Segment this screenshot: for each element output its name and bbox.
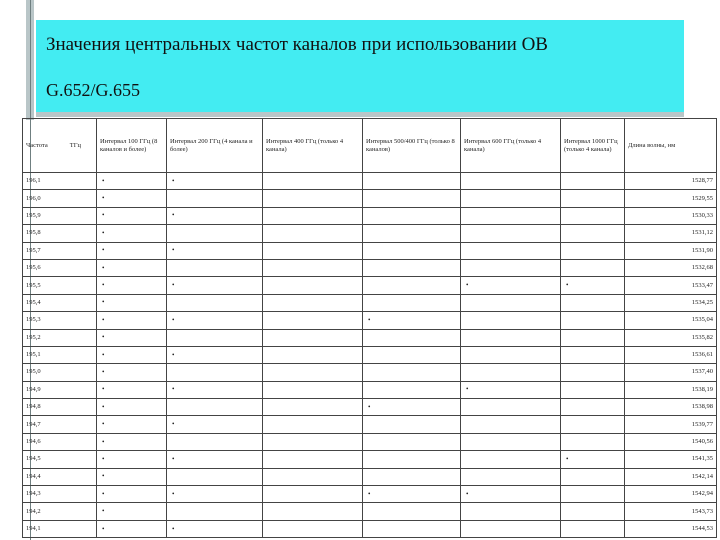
channel-cell <box>561 207 625 224</box>
channel-cell <box>561 399 625 416</box>
channel-mark-icon: • <box>566 281 569 290</box>
table-row <box>23 468 717 485</box>
table-row <box>23 207 717 224</box>
channel-cell <box>461 259 561 276</box>
header-200ghz: Интервал 200 ГГц (4 канала и более) <box>167 119 263 173</box>
wavelength-cell: 1532,68 <box>625 259 717 276</box>
channel-cell <box>263 503 363 520</box>
wavelength-cell: 1535,82 <box>625 329 717 346</box>
channel-cell <box>561 173 625 190</box>
channel-cell <box>363 346 461 363</box>
channel-cell <box>167 225 263 242</box>
channel-cell <box>461 294 561 311</box>
table-row <box>23 364 717 381</box>
channel-cell <box>461 451 561 468</box>
table-body <box>23 173 717 538</box>
wavelength-cell: 1528,77 <box>625 173 717 190</box>
frequency-cell: 195,8 <box>23 225 97 242</box>
channel-cell <box>167 259 263 276</box>
table-row <box>23 520 717 537</box>
channel-cell <box>561 433 625 450</box>
channel-mark-icon: • <box>102 228 105 237</box>
channel-cell <box>561 225 625 242</box>
channel-cell <box>363 225 461 242</box>
channel-cell <box>97 190 167 207</box>
channel-mark-icon: • <box>566 454 569 463</box>
table-header-row <box>23 119 717 173</box>
channel-mark-icon: • <box>172 246 175 255</box>
header-wavelength: Длина волны, нм <box>625 119 717 173</box>
frequency-cell: 196,1 <box>23 173 97 190</box>
channel-cell <box>167 242 263 259</box>
frequency-cell: 195,4 <box>23 294 97 311</box>
channel-cell <box>363 468 461 485</box>
frequency-cell: 195,9 <box>23 207 97 224</box>
channel-cell <box>263 381 363 398</box>
channel-cell <box>561 364 625 381</box>
channel-cell <box>263 364 363 381</box>
channel-mark-icon: • <box>102 315 105 324</box>
channel-cell <box>561 451 625 468</box>
channel-cell <box>363 312 461 329</box>
channel-cell <box>263 451 363 468</box>
channel-cell <box>363 190 461 207</box>
header-frequency-label: Частота <box>26 141 48 149</box>
channel-mark-icon: • <box>102 385 105 394</box>
channel-cell <box>97 277 167 294</box>
frequency-cell: 194,4 <box>23 468 97 485</box>
channel-cell <box>167 381 263 398</box>
header-frequency <box>23 119 97 173</box>
title-box <box>36 20 684 112</box>
channel-mark-icon: • <box>172 524 175 533</box>
channel-cell <box>561 381 625 398</box>
channel-cell <box>461 520 561 537</box>
channel-cell <box>461 277 561 294</box>
channel-cell <box>363 329 461 346</box>
channel-cell <box>461 225 561 242</box>
wavelength-cell: 1542,94 <box>625 486 717 503</box>
wavelength-cell: 1536,61 <box>625 346 717 363</box>
channel-cell <box>167 468 263 485</box>
channel-mark-icon: • <box>102 402 105 411</box>
channel-cell <box>363 381 461 398</box>
channel-mark-icon: • <box>172 211 175 220</box>
channel-mark-icon: • <box>102 437 105 446</box>
channel-mark-icon: • <box>102 507 105 516</box>
channel-mark-icon: • <box>102 333 105 342</box>
frequency-cell: 194,8 <box>23 399 97 416</box>
channel-cell <box>97 416 167 433</box>
table-row <box>23 190 717 207</box>
title-underline <box>36 112 684 117</box>
channel-mark-icon: • <box>172 489 175 498</box>
channel-cell <box>97 259 167 276</box>
table-row <box>23 399 717 416</box>
table-row <box>23 242 717 259</box>
frequency-cell: 195,1 <box>23 346 97 363</box>
channel-cell <box>167 173 263 190</box>
table-row <box>23 173 717 190</box>
frequency-cell: 194,9 <box>23 381 97 398</box>
header-100ghz: Интервал 100 ГГц (8 каналов и более) <box>97 119 167 173</box>
channel-cell <box>97 225 167 242</box>
channel-cell <box>97 242 167 259</box>
wavelength-cell: 1530,33 <box>625 207 717 224</box>
channel-cell <box>461 346 561 363</box>
wavelength-cell: 1529,55 <box>625 190 717 207</box>
wavelength-cell: 1539,77 <box>625 416 717 433</box>
channel-mark-icon: • <box>102 420 105 429</box>
wavelength-cell: 1542,14 <box>625 468 717 485</box>
channel-cell <box>461 173 561 190</box>
table-row <box>23 312 717 329</box>
channel-cell <box>561 520 625 537</box>
channel-mark-icon: • <box>172 420 175 429</box>
channel-cell <box>263 433 363 450</box>
channel-mark-icon: • <box>172 454 175 463</box>
table-row <box>23 381 717 398</box>
frequency-cell: 194,1 <box>23 520 97 537</box>
frequency-cell: 194,2 <box>23 503 97 520</box>
channel-cell <box>561 416 625 433</box>
table-row <box>23 259 717 276</box>
channel-mark-icon: • <box>102 263 105 272</box>
wavelength-cell: 1534,25 <box>625 294 717 311</box>
channel-cell <box>167 364 263 381</box>
channel-cell <box>263 399 363 416</box>
channel-cell <box>461 486 561 503</box>
channel-cell <box>461 381 561 398</box>
frequency-cell: 195,6 <box>23 259 97 276</box>
frequency-cell: 196,0 <box>23 190 97 207</box>
channel-mark-icon: • <box>102 489 105 498</box>
channel-cell <box>97 399 167 416</box>
channel-cell <box>263 346 363 363</box>
channel-cell <box>97 173 167 190</box>
channel-cell <box>363 451 461 468</box>
table-row <box>23 277 717 294</box>
frequency-cell: 195,2 <box>23 329 97 346</box>
frequency-cell: 195,7 <box>23 242 97 259</box>
channel-cell <box>461 468 561 485</box>
channel-cell <box>167 503 263 520</box>
channel-cell <box>363 277 461 294</box>
channel-cell <box>363 173 461 190</box>
channel-cell <box>461 207 561 224</box>
header-frequency-unit: ТГц <box>69 141 81 149</box>
channel-cell <box>561 346 625 363</box>
channel-cell <box>167 486 263 503</box>
wavelength-cell: 1533,47 <box>625 277 717 294</box>
channel-cell <box>461 416 561 433</box>
channel-cell <box>97 381 167 398</box>
channel-cell <box>263 520 363 537</box>
channel-cell <box>561 259 625 276</box>
channel-cell <box>363 207 461 224</box>
table-row <box>23 451 717 468</box>
channel-cell <box>363 364 461 381</box>
channel-cell <box>97 207 167 224</box>
channel-cell <box>263 468 363 485</box>
channel-cell <box>363 294 461 311</box>
channel-cell <box>263 225 363 242</box>
channel-cell <box>561 329 625 346</box>
channel-cell <box>561 294 625 311</box>
channel-mark-icon: • <box>368 315 371 324</box>
channel-cell <box>561 242 625 259</box>
channel-cell <box>263 312 363 329</box>
frequency-cell: 194,7 <box>23 416 97 433</box>
channel-mark-icon: • <box>368 489 371 498</box>
channel-cell <box>461 503 561 520</box>
channel-mark-icon: • <box>466 281 469 290</box>
channel-cell <box>97 451 167 468</box>
channel-cell <box>167 346 263 363</box>
header-400ghz: Интервал 400 ГГц (только 4 канала) <box>263 119 363 173</box>
table-row <box>23 294 717 311</box>
channel-cell <box>97 486 167 503</box>
header-500-400ghz: Интервал 500/400 ГГц (только 8 каналов) <box>363 119 461 173</box>
channel-cell <box>561 468 625 485</box>
channel-cell <box>363 486 461 503</box>
channel-cell <box>363 433 461 450</box>
frequency-cell: 194,6 <box>23 433 97 450</box>
channel-cell <box>263 486 363 503</box>
wavelength-cell: 1543,73 <box>625 503 717 520</box>
table-row <box>23 346 717 363</box>
table-row <box>23 329 717 346</box>
channel-cell <box>561 312 625 329</box>
channel-cell <box>461 433 561 450</box>
wavelength-cell: 1540,56 <box>625 433 717 450</box>
channel-cell <box>97 364 167 381</box>
channel-cell <box>167 416 263 433</box>
channel-cell <box>363 503 461 520</box>
channel-mark-icon: • <box>102 176 105 185</box>
header-1000ghz: Интервал 1000 ГГц (только 4 канала) <box>561 119 625 173</box>
channel-cell <box>363 416 461 433</box>
frequency-cell: 195,5 <box>23 277 97 294</box>
channel-mark-icon: • <box>102 524 105 533</box>
channel-cell <box>97 520 167 537</box>
frequency-cell: 194,3 <box>23 486 97 503</box>
wavelength-cell: 1538,98 <box>625 399 717 416</box>
channel-cell <box>167 277 263 294</box>
channel-mark-icon: • <box>466 385 469 394</box>
channel-mark-icon: • <box>172 176 175 185</box>
channel-cell <box>263 277 363 294</box>
channel-cell <box>561 277 625 294</box>
channel-cell <box>263 329 363 346</box>
channel-mark-icon: • <box>172 350 175 359</box>
table-row <box>23 416 717 433</box>
channel-mark-icon: • <box>102 281 105 290</box>
channel-cell <box>363 242 461 259</box>
wavelength-cell: 1531,90 <box>625 242 717 259</box>
channel-cell <box>561 503 625 520</box>
frequency-cell: 195,3 <box>23 312 97 329</box>
channel-cell <box>561 486 625 503</box>
wavelength-cell: 1531,12 <box>625 225 717 242</box>
channel-cell <box>263 242 363 259</box>
channel-cell <box>263 173 363 190</box>
channel-mark-icon: • <box>102 350 105 359</box>
channel-mark-icon: • <box>172 281 175 290</box>
channel-cell <box>461 364 561 381</box>
channel-cell <box>263 259 363 276</box>
channel-mark-icon: • <box>172 385 175 394</box>
channel-cell <box>167 433 263 450</box>
channel-mark-icon: • <box>102 211 105 220</box>
frequency-cell: 195,0 <box>23 364 97 381</box>
channel-mark-icon: • <box>466 489 469 498</box>
channel-cell <box>167 329 263 346</box>
title-line-2: G.652/G.655 <box>46 80 140 100</box>
channel-cell <box>263 294 363 311</box>
channel-cell <box>97 503 167 520</box>
header-600ghz: Интервал 600 ГГц (только 4 канала) <box>461 119 561 173</box>
channel-mark-icon: • <box>102 472 105 481</box>
channel-mark-icon: • <box>102 367 105 376</box>
channel-cell <box>97 329 167 346</box>
frequency-table <box>22 118 717 538</box>
channel-mark-icon: • <box>368 402 371 411</box>
channel-cell <box>263 416 363 433</box>
channel-cell <box>363 399 461 416</box>
channel-cell <box>97 346 167 363</box>
channel-cell <box>461 312 561 329</box>
channel-cell <box>461 242 561 259</box>
channel-cell <box>167 399 263 416</box>
channel-cell <box>461 399 561 416</box>
wavelength-cell: 1544,53 <box>625 520 717 537</box>
frequency-cell: 194,5 <box>23 451 97 468</box>
channel-cell <box>167 190 263 207</box>
channel-cell <box>363 520 461 537</box>
channel-cell <box>363 259 461 276</box>
channel-cell <box>461 329 561 346</box>
channel-cell <box>167 312 263 329</box>
table-row <box>23 503 717 520</box>
channel-cell <box>167 207 263 224</box>
channel-cell <box>97 468 167 485</box>
channel-cell <box>167 294 263 311</box>
wavelength-cell: 1537,40 <box>625 364 717 381</box>
channel-cell <box>97 294 167 311</box>
wavelength-cell: 1538,19 <box>625 381 717 398</box>
table-row <box>23 225 717 242</box>
channel-cell <box>97 433 167 450</box>
channel-mark-icon: • <box>172 315 175 324</box>
channel-cell <box>263 207 363 224</box>
channel-cell <box>97 312 167 329</box>
table-row <box>23 433 717 450</box>
channel-mark-icon: • <box>102 246 105 255</box>
channel-cell <box>167 520 263 537</box>
channel-mark-icon: • <box>102 194 105 203</box>
table-row <box>23 486 717 503</box>
channel-cell <box>561 190 625 207</box>
channel-cell <box>167 451 263 468</box>
channel-cell <box>461 190 561 207</box>
wavelength-cell: 1541,35 <box>625 451 717 468</box>
channel-mark-icon: • <box>102 298 105 307</box>
channel-mark-icon: • <box>102 454 105 463</box>
title-line-1: Значения центральных частот каналов при использовании ОВ <box>46 34 548 55</box>
channel-cell <box>263 190 363 207</box>
wavelength-cell: 1535,04 <box>625 312 717 329</box>
